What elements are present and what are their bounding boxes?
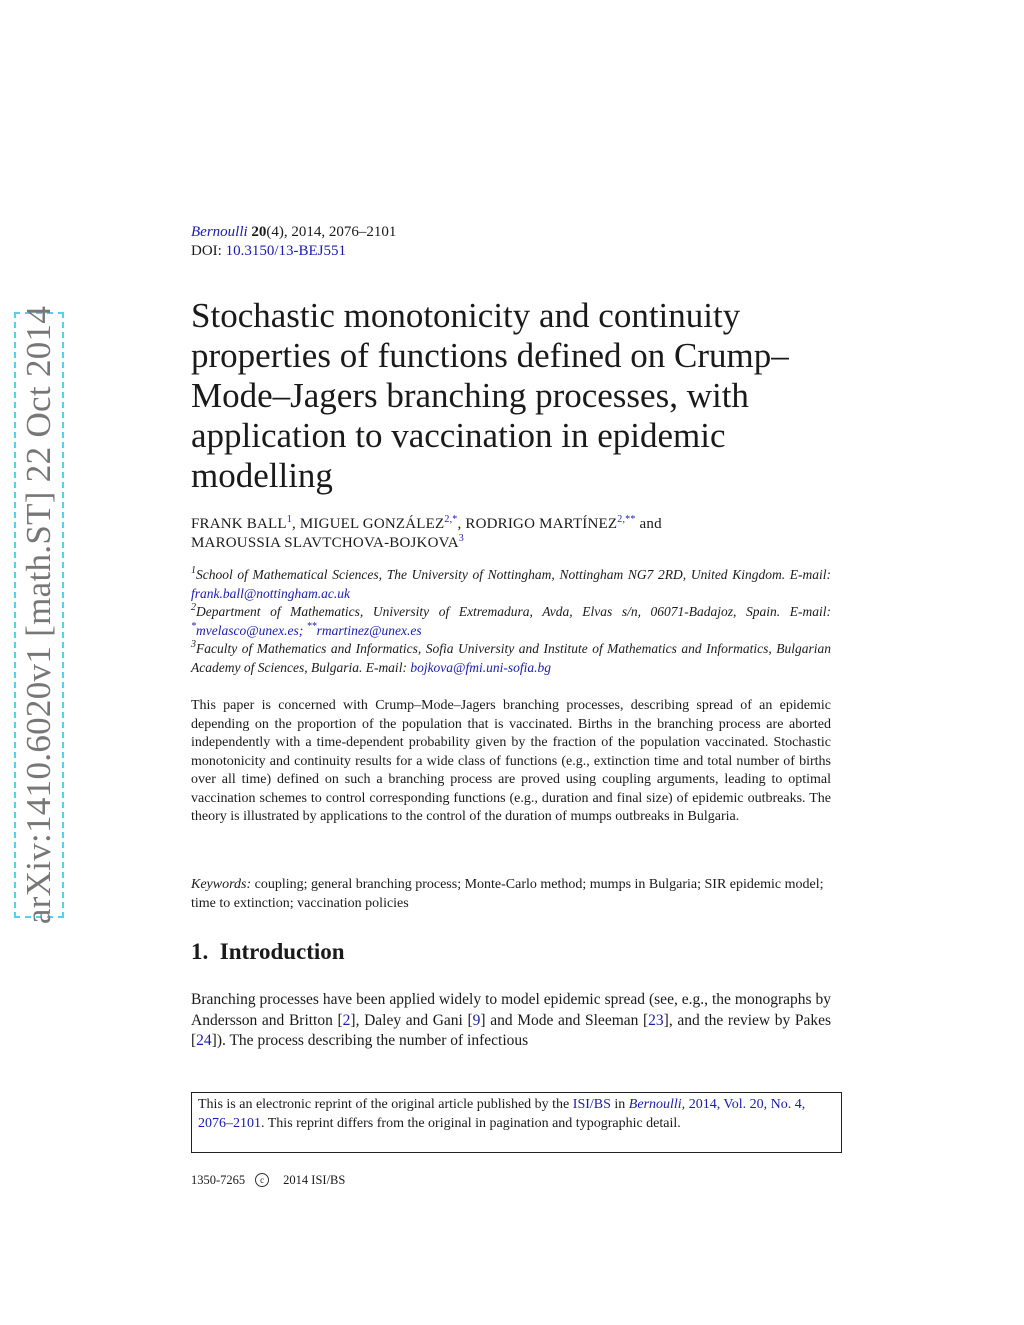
journal-reference	[191, 223, 396, 261]
email-link[interactable]: bojkova@fmi.uni-sofia.bg	[410, 659, 551, 675]
intro-text: Branching processes have been applied widely to model epidemic spread (see, e.g., the monographs by Andersson and Britton [	[191, 991, 831, 1029]
affiliation-1	[191, 566, 831, 603]
reprint-notice	[191, 1092, 842, 1153]
keywords	[191, 876, 831, 913]
author-conjunction: and	[635, 516, 662, 532]
reprint-text: in	[610, 1097, 629, 1112]
arxiv-identifier: arXiv:1410.6020v1 [math.ST] 22 Oct 2014	[19, 305, 59, 925]
affiliation-text: Faculty of Mathematics and Informatics, Sofia University and Institute of Mathematics and Informatics, Bulgarian Academy of Sciences, Bulgaria. E-mail:	[191, 641, 831, 675]
affiliation-2	[191, 603, 831, 640]
doi-line	[191, 242, 396, 261]
affiliation-number: 1	[191, 565, 196, 576]
journal-citation	[191, 223, 396, 242]
affiliation-number: 2	[191, 602, 196, 613]
citation-link[interactable]: 2	[342, 1011, 351, 1029]
citation-link[interactable]: 9	[472, 1011, 481, 1029]
intro-text: ], and the review by Pakes [	[191, 1011, 832, 1049]
reprint-text: . This reprint differs from the original in pagination and typographic detail.	[261, 1115, 681, 1131]
affiliation-3	[191, 640, 831, 677]
doi-label: DOI:	[191, 243, 222, 259]
keywords-label: Keywords:	[191, 877, 252, 892]
affiliation-mark[interactable]: 2,*	[444, 514, 458, 525]
copyright-holder: 2014 ISI/BS	[283, 1173, 346, 1187]
reprint-text: This is an electronic reprint of the original article published by the	[198, 1097, 573, 1112]
section-title: Introduction	[219, 939, 345, 964]
intro-text: ] and Mode and Sleeman [	[480, 1011, 649, 1029]
copyright-footer	[191, 1173, 345, 1188]
affiliation-mark[interactable]: 3	[458, 533, 464, 544]
author-separator: ,	[291, 516, 300, 532]
email-mark: *	[191, 620, 196, 632]
copyright-icon: c	[255, 1173, 269, 1187]
journal-volume: 20	[251, 224, 267, 240]
section-number: 1.	[191, 939, 209, 964]
affiliation-mark[interactable]: 1	[286, 514, 292, 525]
intro-text: ]). The process describing the number of infectious	[211, 1032, 529, 1049]
arxiv-sidebar	[14, 305, 64, 925]
journal-name-link[interactable]: Bernoulli	[191, 224, 248, 240]
author-separator: ,	[457, 516, 466, 532]
email-link[interactable]: mvelasco@unex.es;	[196, 622, 304, 638]
affiliation-number: 3	[191, 639, 196, 650]
author-list	[191, 515, 662, 553]
email-link[interactable]: rmartinez@unex.es	[316, 622, 422, 638]
keywords-text: coupling; general branching process; Monte-Carlo method; mumps in Bulgaria; SIR epidemic model; time to extinction; vaccination policies	[191, 877, 824, 911]
citation-link[interactable]: 23	[648, 1011, 664, 1029]
affiliation-mark[interactable]: 2,**	[617, 514, 636, 525]
intro-text: ], Daley and Gani [	[350, 1011, 473, 1029]
affiliations	[191, 566, 831, 677]
email-mark: **	[306, 620, 317, 632]
author-name: RODRIGO MARTÍNEZ	[465, 516, 618, 532]
paper-title: Stochastic monotonicity and continuity properties of functions defined on Crump–Mode–Jagers branching processes, with application to vaccination in epidemic modelling	[191, 296, 789, 495]
intro-paragraph	[191, 990, 831, 1052]
publisher-link[interactable]: ISI/BS	[572, 1097, 611, 1112]
journal-link[interactable]: Bernoulli,	[628, 1097, 686, 1112]
author-name: MIGUEL GONZÁLEZ	[299, 516, 445, 532]
section-heading	[191, 939, 345, 965]
affiliation-text: Department of Mathematics, University of Extremadura, Avda, Elvas s/n, 06071-Badajoz, Spain. E-mail:	[196, 604, 831, 619]
affiliation-text: School of Mathematical Sciences, The University of Nottingham, Nottingham NG7 2RD, United Kingdom. E-mail:	[196, 567, 831, 582]
citation-link[interactable]: 24	[196, 1032, 212, 1049]
author-name: FRANK BALL	[191, 516, 287, 532]
issn: 1350-7265	[191, 1173, 246, 1187]
abstract: This paper is concerned with Crump–Mode–Jagers branching processes, describing spread of an epidemic depending on the proportion of the population that is vaccinated. Births in the branching process are aborted independently with a time-dependent probability given by the fraction of the population vaccinated. Stochastic monotonicity and continuity results for a wide class of functions (e.g., extinction time and total number of births over all time) defined on such a branching process are proved using coupling arguments, leading to optimal vaccination schemes to control corresponding functions (e.g., duration and final size) of epidemic outbreaks. The theory is illustrated by applications to the control of the duration of mumps outbreaks in Bulgaria.	[191, 698, 831, 824]
email-link[interactable]: frank.ball@nottingham.ac.uk	[191, 585, 351, 601]
author-name: MAROUSSIA SLAVTCHOVA-BOJKOVA	[191, 535, 459, 551]
doi-link[interactable]: 10.3150/13-BEJ551	[225, 243, 346, 259]
journal-issue-pages: (4), 2014, 2076–2101	[266, 224, 397, 240]
article-link[interactable]: 2014, Vol. 20, No. 4, 2076–2101	[198, 1097, 806, 1131]
